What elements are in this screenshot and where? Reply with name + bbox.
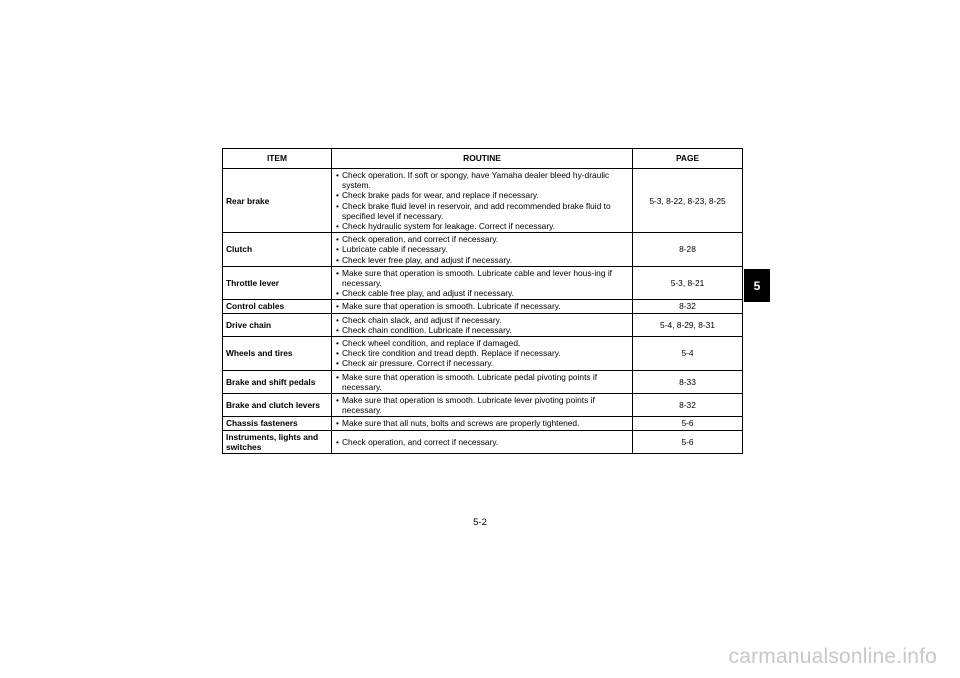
item-cell: Drive chain: [223, 313, 332, 336]
table-row: [223, 417, 743, 430]
routine-step: • Check tire condition and tread depth. Replace if necessary.: [335, 348, 629, 358]
routine-step: • Check cable free play, and adjust if necessary.: [335, 288, 629, 298]
routine-step: • Check hydraulic system for leakage. Correct if necessary.: [335, 221, 629, 231]
routine-cell: [332, 300, 633, 313]
header-page: PAGE: [633, 149, 743, 169]
item-cell: Clutch: [223, 233, 332, 267]
item-cell: Chassis fasteners: [223, 417, 332, 430]
routine-step: • Check chain slack, and adjust if necessary.: [335, 315, 629, 325]
table-row: [223, 430, 743, 453]
routine-list: [335, 268, 629, 299]
routine-step: • Make sure that all nuts, bolts and screws are properly tightened.: [335, 418, 629, 428]
routine-list: [335, 170, 629, 231]
routine-step: • Check operation. If soft or spongy, have Yamaha dealer bleed hy-draulic system.: [335, 170, 629, 190]
routine-step: • Check operation, and correct if necessary.: [335, 437, 629, 447]
routine-list: [335, 301, 629, 311]
routine-cell: [332, 394, 633, 417]
page-ref-cell: 5-6: [633, 430, 743, 453]
routine-step: • Check air pressure. Correct if necessary.: [335, 358, 629, 368]
routine-step: • Check brake fluid level in reservoir, and add recommended brake fluid to specified level if necessary.: [335, 201, 629, 221]
table-row: [223, 313, 743, 336]
routine-list: [335, 418, 629, 428]
table-row: [223, 169, 743, 233]
page-ref-cell: 5-4, 8-29, 8-31: [633, 313, 743, 336]
table-row: [223, 266, 743, 300]
routine-cell: [332, 430, 633, 453]
routine-step: • Check brake pads for wear, and replace if necessary.: [335, 190, 629, 200]
routine-step: • Check chain condition. Lubricate if necessary.: [335, 325, 629, 335]
watermark: carmanualsonline.info: [728, 645, 937, 668]
item-cell: Throttle lever: [223, 266, 332, 300]
item-cell: Instruments, lights and switches: [223, 430, 332, 453]
item-cell: Wheels and tires: [223, 337, 332, 371]
routine-step: • Check lever free play, and adjust if necessary.: [335, 255, 629, 265]
routine-cell: [332, 233, 633, 267]
page-ref-cell: 8-33: [633, 370, 743, 393]
routine-list: [335, 315, 629, 335]
routine-step: • Make sure that operation is smooth. Lubricate if necessary.: [335, 301, 629, 311]
routine-step: • Check operation, and correct if necessary.: [335, 234, 629, 244]
routine-step: • Lubricate cable if necessary.: [335, 244, 629, 254]
maintenance-table: [222, 148, 743, 454]
page-ref-cell: 5-4: [633, 337, 743, 371]
table-row: [223, 394, 743, 417]
page-ref-cell: 8-28: [633, 233, 743, 267]
item-cell: Brake and shift pedals: [223, 370, 332, 393]
routine-step: • Make sure that operation is smooth. Lubricate pedal pivoting points if necessary.: [335, 372, 629, 392]
routine-cell: [332, 169, 633, 233]
page-ref-cell: 5-3, 8-22, 8-23, 8-25: [633, 169, 743, 233]
table-row: [223, 370, 743, 393]
item-cell: Brake and clutch levers: [223, 394, 332, 417]
table-row: [223, 337, 743, 371]
routine-list: [335, 437, 629, 447]
routine-cell: [332, 337, 633, 371]
page-ref-cell: 8-32: [633, 300, 743, 313]
header-item: ITEM: [223, 149, 332, 169]
page-ref-cell: 5-6: [633, 417, 743, 430]
header-routine: ROUTINE: [332, 149, 633, 169]
page-ref-cell: 8-32: [633, 394, 743, 417]
routine-step: • Check wheel condition, and replace if damaged.: [335, 338, 629, 348]
routine-list: [335, 395, 629, 415]
routine-step: • Make sure that operation is smooth. Lubricate cable and lever hous-ing if necessary.: [335, 268, 629, 288]
routine-step: • Make sure that operation is smooth. Lubricate lever pivoting points if necessary.: [335, 395, 629, 415]
page-ref-cell: 5-3, 8-21: [633, 266, 743, 300]
table-header-row: [223, 149, 743, 169]
routine-cell: [332, 313, 633, 336]
routine-cell: [332, 417, 633, 430]
table-row: [223, 300, 743, 313]
item-cell: Rear brake: [223, 169, 332, 233]
routine-cell: [332, 370, 633, 393]
routine-list: [335, 234, 629, 265]
chapter-tab: 5: [744, 269, 770, 302]
routine-cell: [332, 266, 633, 300]
item-cell: Control cables: [223, 300, 332, 313]
page-number: 5-2: [473, 517, 487, 528]
routine-list: [335, 338, 629, 369]
routine-list: [335, 372, 629, 392]
table-row: [223, 233, 743, 267]
